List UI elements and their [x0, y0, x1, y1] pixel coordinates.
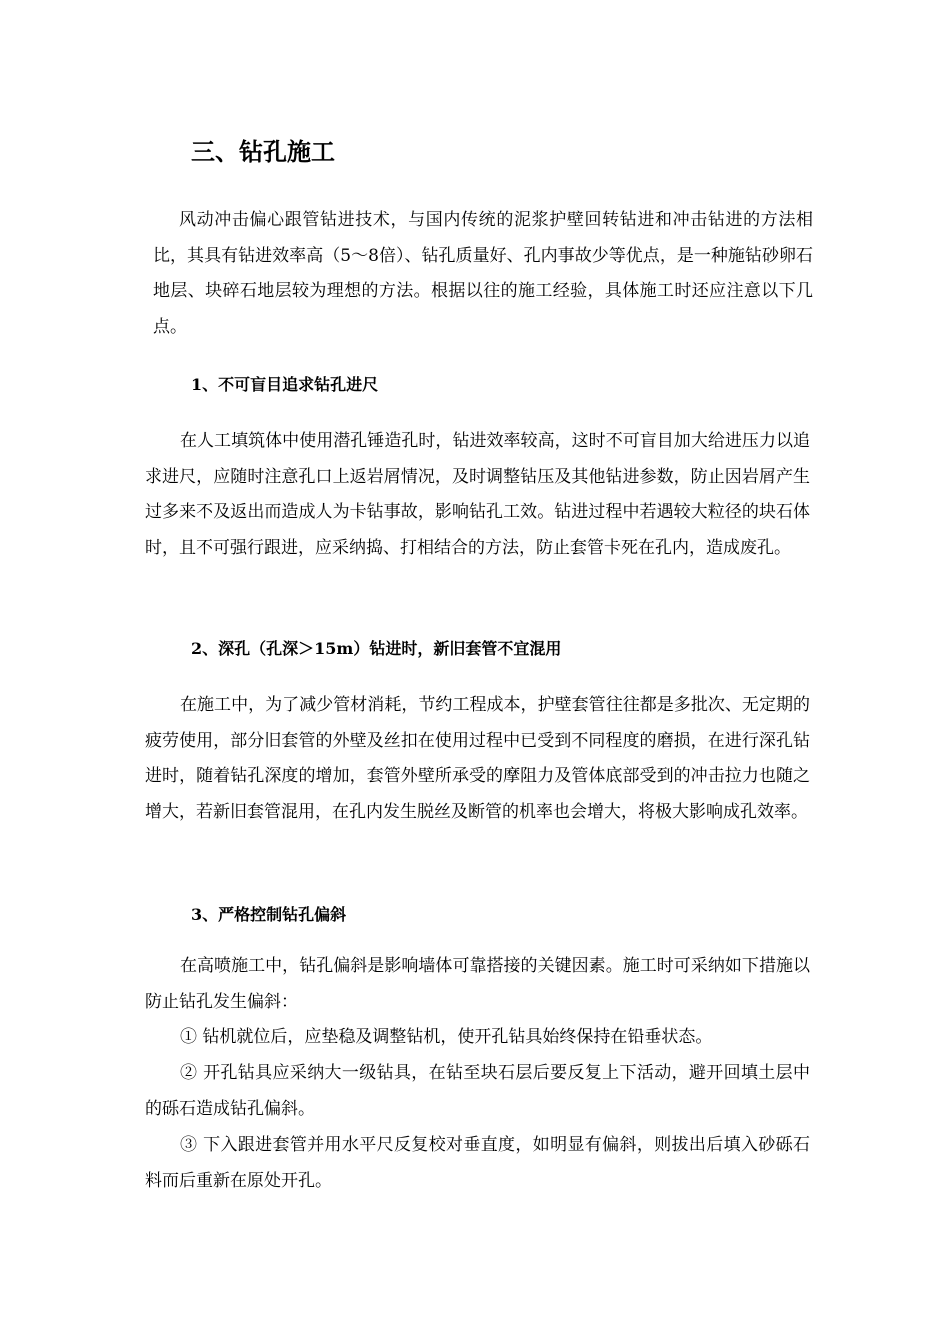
- section-3-paragraph: 在高喷施工中，钻孔偏斜是影响墙体可靠搭接的关键因素。施工时可采纳如下措施以防止钻孔发生偏斜：: [145, 956, 810, 1012]
- section-title: 三、钻孔施工: [191, 137, 335, 166]
- section-2-paragraph: 在施工中，为了减少管材消耗，节约工程成本，护壁套管往往都是多批次、无定期的疲劳使用，部分旧套管的外壁及丝扣在使用过程中已受到不同程度的磨损，在进行深孔钻进时，随着钻孔深度的增加，套管外壁所承受的摩阻力及管体底部受到的冲击拉力也随之增大，若新旧套管混用，在孔内发生脱丝及断管的机率也会增大，将极大影响成孔效率。: [145, 695, 810, 822]
- subheading-2: 2、深孔（孔深＞15m）钻进时，新旧套管不宜混用: [191, 639, 562, 658]
- measure-item-1: ① 钻机就位后，应垫稳及调整钻机，使开孔钻具始终保持在铅垂状态。: [180, 1027, 713, 1047]
- section-1-paragraph: 在人工填筑体中使用潜孔锤造孔时，钻进效率较高，这时不可盲目加大给进压力以追求进尺，应随时注意孔口上返岩屑情况，及时调整钻压及其他钻进参数，防止因岩屑产生过多来不及返出而造成人为卡钻事故，影响钻孔工效。钻进过程中若遇较大粒径的块石体时，且不可强行跟进，应采纳捣、打相结合的方法，防止套管卡死在孔内，造成废孔。: [145, 431, 810, 558]
- subheading-3: 3、严格控制钻孔偏斜: [191, 905, 347, 924]
- subheading-1: 1、不可盲目追求钻孔进尺: [191, 375, 379, 394]
- intro-paragraph: 风动冲击偏心跟管钻进技术，与国内传统的泥浆护壁回转钻进和冲击钻进的方法相比，其具有钻进效率高（5～8倍）、钻孔质量好、孔内事故少等优点，是一种施钻砂卵石地层、块碎石地层较为理想的方法。根据以往的施工经验，具体施工时还应注意以下几点。: [153, 210, 813, 337]
- measure-item-2: ② 开孔钻具应采纳大一级钻具，在钻至块石层后要反复上下活动，避开回填土层中的砾石造成钻孔偏斜。: [145, 1063, 810, 1119]
- measure-item-3: ③ 下入跟进套管并用水平尺反复校对垂直度，如明显有偏斜，则拔出后填入砂砾石料而后重新在原处开孔。: [145, 1135, 810, 1191]
